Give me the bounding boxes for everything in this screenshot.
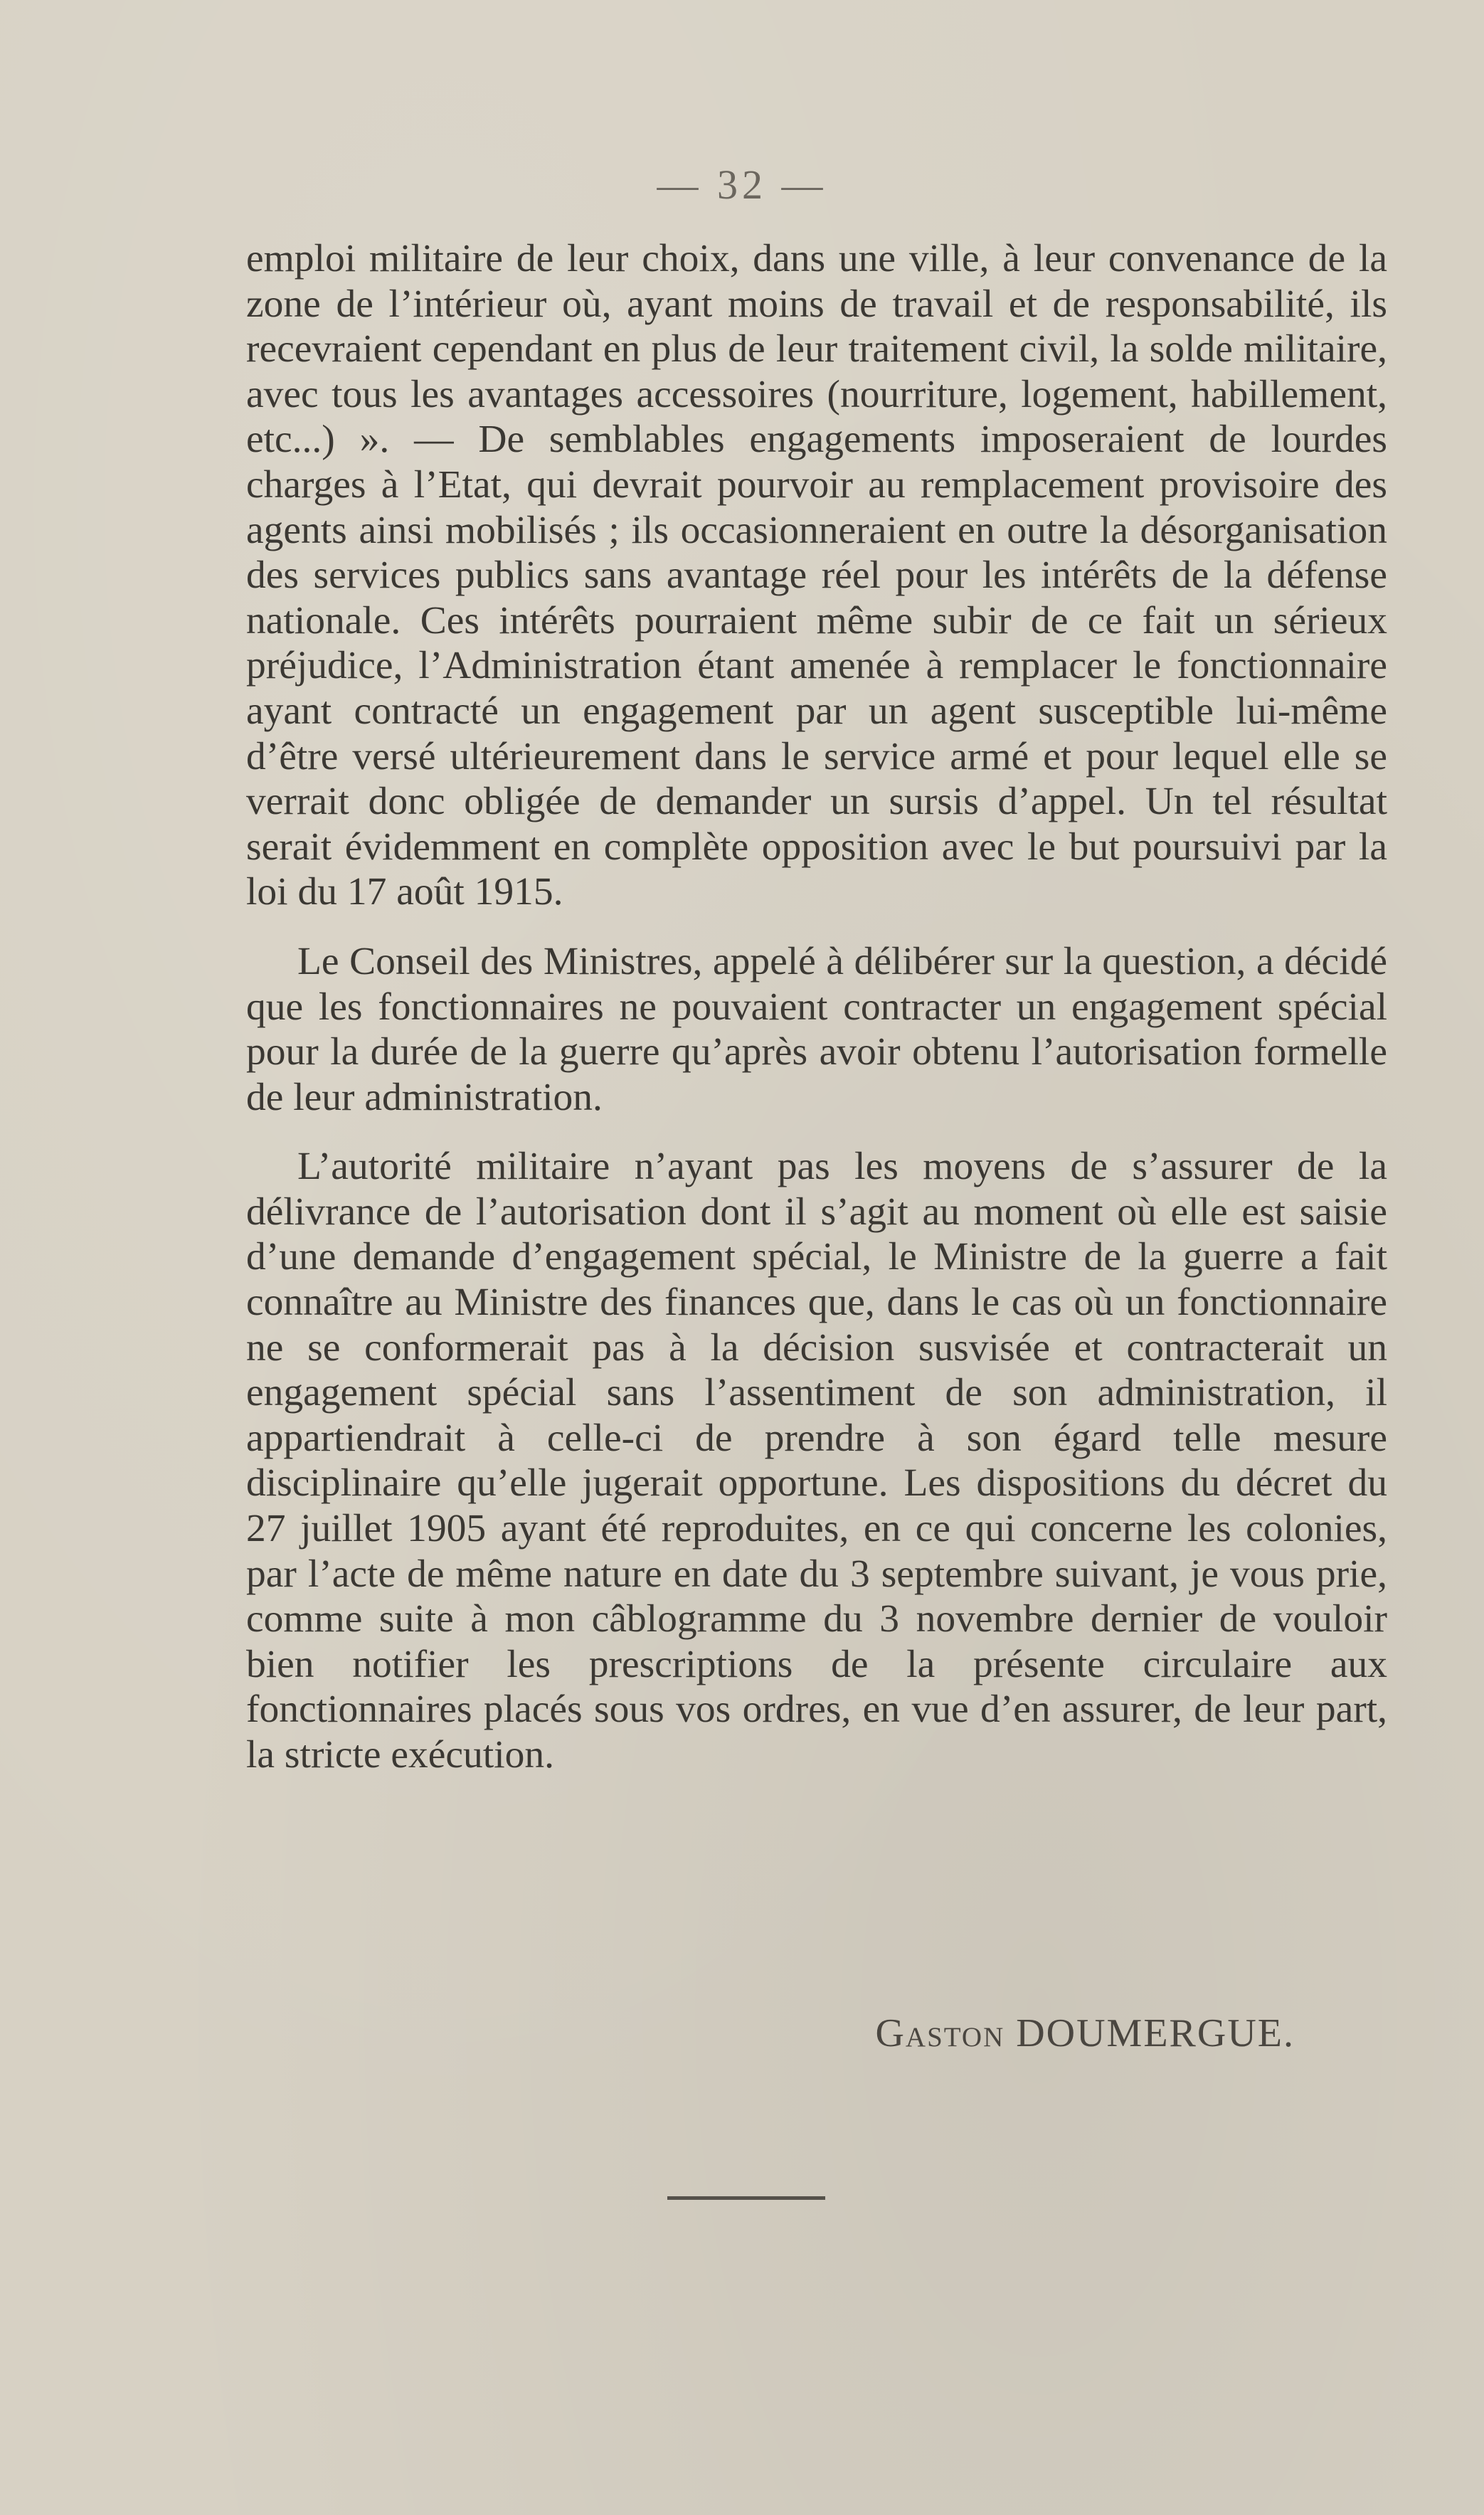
page-number: — 32 — xyxy=(657,162,827,208)
signature: Gaston DOUMERGUE. xyxy=(875,2011,1295,2055)
paragraph-continuation: emploi militaire de leur choix, dans une ville, à leur convenance de la zone de l’intérieur où, ayant moins de travail et de responsabilité, ils recevraient cependant en plus de leur traitement civil, la solde militaire, avec tous les avantages accessoires (nourriture, logement, habillement, etc...) ». — De semblables engagements imposeraient de lourdes charges à l’Etat, qui devrait pourvoir au remplacement provisoire des agents ainsi mobilisés ; ils occasionneraient en outre la désorganisation des services publics sans avantage réel pour les intérêts de la défense nationale. Ces intérêts pourraient même subir de ce fait un sérieux préjudice, l’Administration étant amenée à remplacer le fonctionnaire ayant contracté un engagement par un agent susceptible lui-même d’être versé ultérieurement dans le service armé et pour lequel elle se verrait donc obligée de demander un sursis d’appel. Un tel résultat serait évidemment en complète opposition avec le but poursuivi par la loi du 17 août 1915. xyxy=(246,237,1387,914)
end-rule xyxy=(667,2196,825,2200)
body-text xyxy=(246,236,1387,1778)
paragraph-council-decision: Le Conseil des Ministres, appelé à délibérer sur la question, a décidé que les fonctionnaires ne pouvaient contracter un engagement spécial pour la durée de la guerre qu’après avoir obtenu l’autorisation formelle de leur administration. xyxy=(246,939,1387,1119)
paragraph-military-authority: L’autorité militaire n’ayant pas les moyens de s’assurer de la délivrance de l’autorisation dont il s’agit au moment où elle est saisie d’une demande d’engagement spécial, le Ministre de la guerre a fait connaître au Ministre des finances que, dans le cas où un fonctionnaire ne se conformerait pas à la décision susvisée et contracterait un engagement spécial sans l’assentiment de son administration, il appartiendrait à celle-ci de prendre à son égard telle mesure disciplinaire qu’elle jugerait opportune. Les dispositions du décret du 27 juillet 1905 ayant été reproduites, en ce qui concerne les colonies, par l’acte de même nature en date du 3 septembre suivant, je vous prie, comme suite à mon câblogramme du 3 novembre dernier de vouloir bien notifier les prescriptions de la présente circulaire aux fonctionnaires placés sous vos ordres, en vue d’en assurer, de leur part, la stricte exécution. xyxy=(246,1145,1387,1777)
